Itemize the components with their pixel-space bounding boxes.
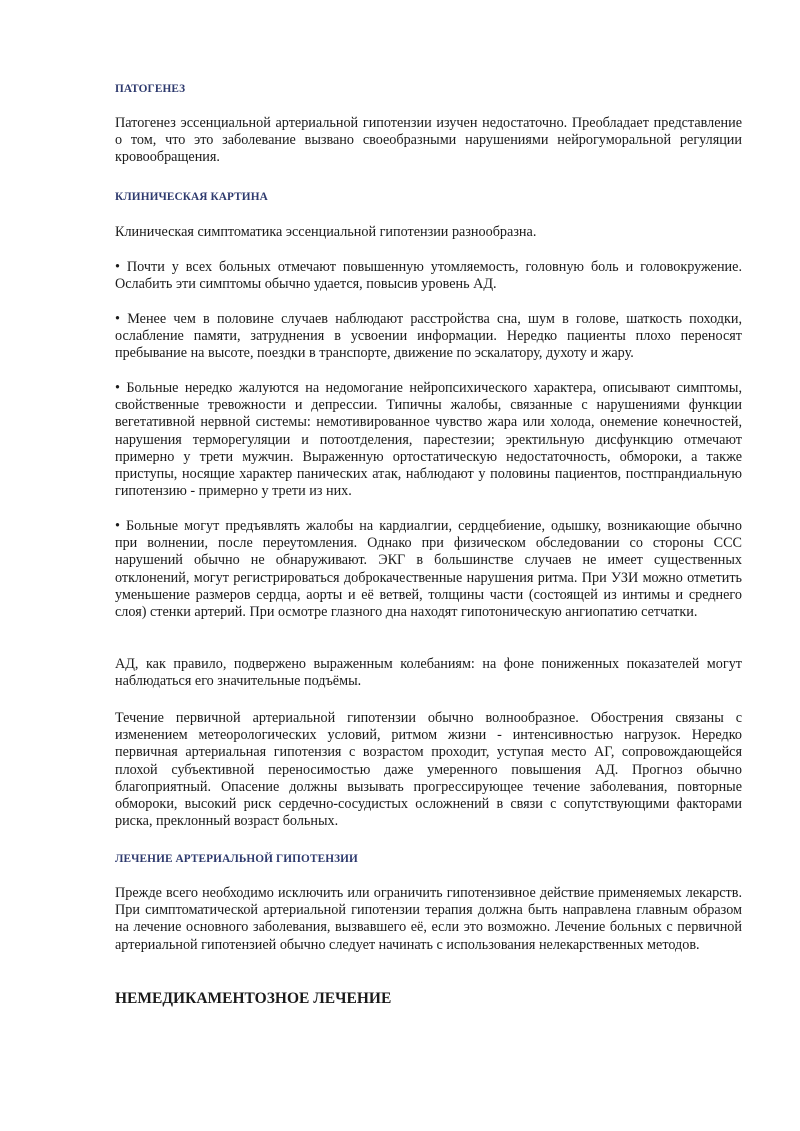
paragraph-treatment: Прежде всего необходимо исключить или ограничить гипотензивное действие применяемых лекарств. При симптоматической артериальной гипотензии терапия должна быть направлена главным образом на лечение основного заболевания, вызвавшего её, если это возможно. Лечение больных с первичной артериальной гипотензией обычно следует начинать с использования нелекарственных методов.: [115, 885, 742, 953]
paragraph-course: Течение первичной артериальной гипотензии обычно волнообразное. Обострения связаны с изменением метеорологических условий, ритмом жизни - интенсивностью нагрузок. Нередко первичная артериальная гипотензия с возрастом проходит, уступая место АГ, сопровождающейся плохой субъективной переносимостью даже умеренного повышения АД. Прогноз обычно благоприятный. Опасение должны вызывать прогрессирующее течение заболевания, повторные обмороки, высокий риск сердечно-сосудистых осложнений в связи с сопутствующими факторами риска, преклонный возраст больных.: [115, 710, 742, 830]
paragraph-bullet-2: • Менее чем в половине случаев наблюдают расстройства сна, шум в голове, шаткость походки, ослабление памяти, затруднения в усвоении информации. Нередко пациенты плохо переносят пребывание на высоте, поездки в транспорте, движение по эскалатору, духоту и жару.: [115, 311, 742, 362]
section-heading-non-drug: НЕМЕДИКАМЕНТОЗНОЕ ЛЕЧЕНИЕ: [115, 990, 392, 1007]
section-heading-clinical: КЛИНИЧЕСКАЯ КАРТИНА: [115, 191, 268, 203]
paragraph-clinical-intro: Клиническая симптоматика эссенциальной гипотензии разнообразна.: [115, 224, 537, 240]
section-heading-treatment: ЛЕЧЕНИЕ АРТЕРИАЛЬНОЙ ГИПОТЕНЗИИ: [115, 853, 358, 865]
paragraph-ad-fluctuations: АД, как правило, подвержено выраженным колебаниям: на фоне пониженных показателей могут наблюдаться его значительные подъёмы.: [115, 656, 742, 690]
paragraph-bullet-4: • Больные могут предъявлять жалобы на кардиалгии, сердцебиение, одышку, возникающие обычно при волнении, после переутомления. Однако при физическом обследовании со стороны ССС нарушений обычно не обнаруживают. ЭКГ в большинстве случаев не имеет существенных отклонений, могут регистрироваться доброкачественные нарушения ритма. При УЗИ можно отметить уменьшение размеров сердца, аорты и её ветвей, толщины части (состоящей из интимы и среднего слоя) стенки артерий. При осмотре глазного дна находят гипотоническую ангиопатию сетчатки.: [115, 518, 742, 621]
section-heading-pathogenesis: ПАТОГЕНЕЗ: [115, 83, 186, 95]
paragraph-bullet-1: • Почти у всех больных отмечают повышенную утомляемость, головную боль и головокружение. Ослабить эти симптомы обычно удается, повысив уровень АД.: [115, 259, 742, 293]
paragraph-pathogenesis: Патогенез эссенциальной артериальной гипотензии изучен недостаточно. Преобладает представление о том, что это заболевание вызвано своеобразными нарушениями нейрогуморальной регуляции кровообращения.: [115, 115, 742, 166]
paragraph-bullet-3: • Больные нередко жалуются на недомогание нейропсихического характера, описывают симптомы, свойственные тревожности и депрессии. Типичны жалобы, связанные с нарушениями функции вегетативной нервной системы: немотивированное чувство жара или холода, онемение конечностей, нарушения терморегуляции и потоотделения, парестезии; эректильную дисфункцию отмечают примерно у трети мужчин. Выраженную ортостатическую недостаточность, обмороки, а также приступы, носящие характер панических атак, наблюдают у половины пациентов, постпрандиальную гипотензию - примерно у трети из них.: [115, 380, 742, 500]
